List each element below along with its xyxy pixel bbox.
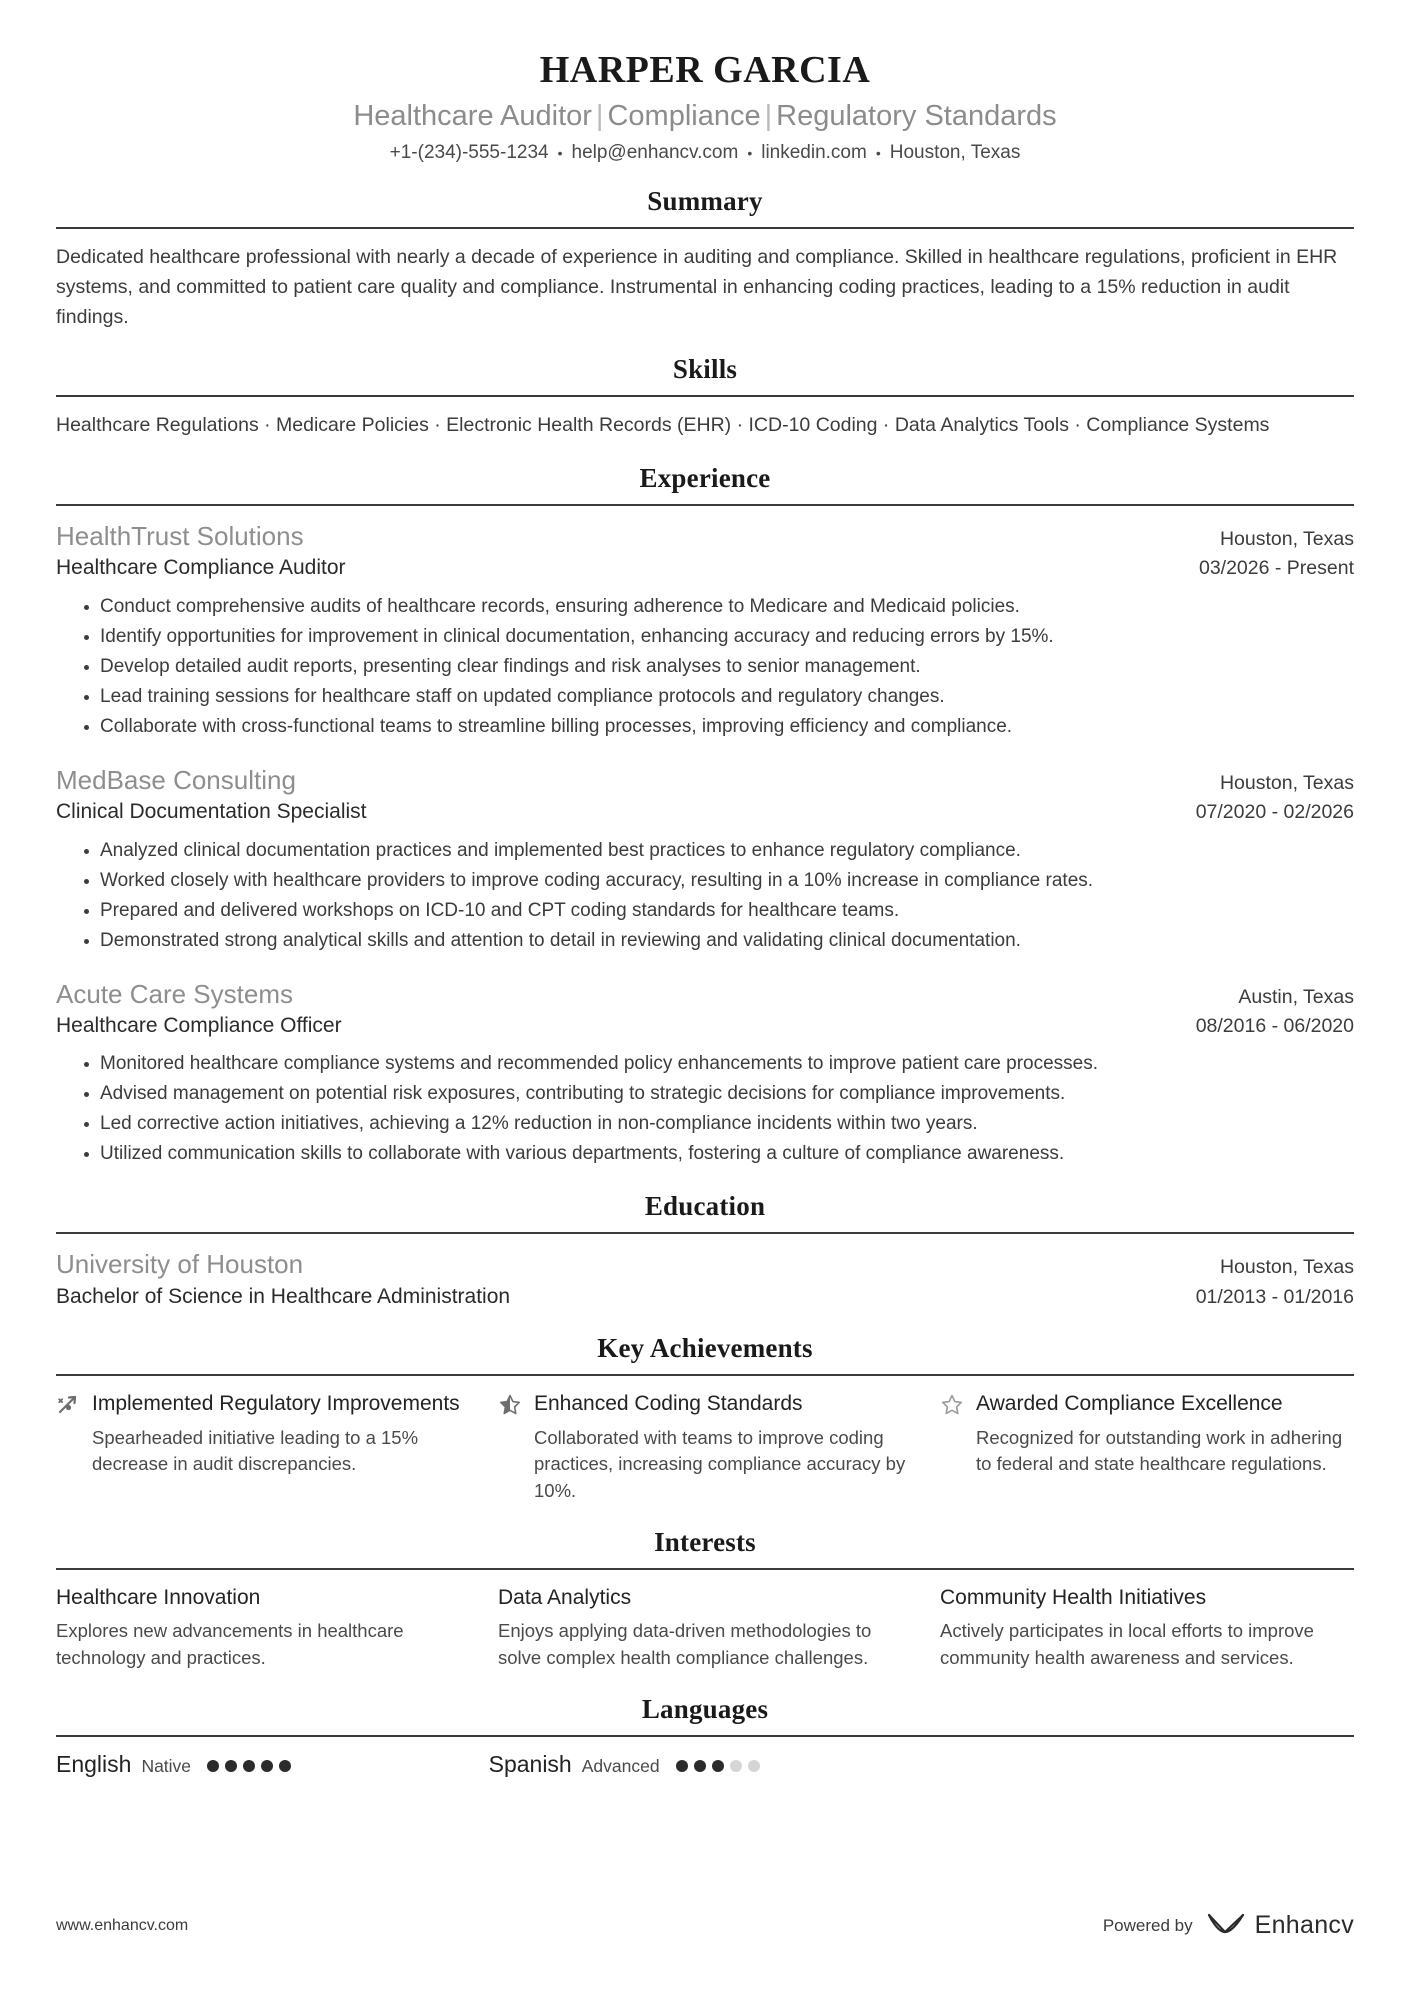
experience-dates: 08/2016 - 06/2020 xyxy=(1195,1015,1354,1038)
rating-dot-empty xyxy=(748,1760,760,1772)
language-rating-dots xyxy=(676,1760,760,1772)
language-level: Advanced xyxy=(581,1755,660,1776)
experience-entry-header xyxy=(56,764,1354,797)
experience-bullet: Identify opportunities for improvement in clinical documentation, enhancing accuracy and reducing errors by 15%. xyxy=(84,622,1354,652)
interest-item xyxy=(56,1584,470,1672)
interest-title: Data Analytics xyxy=(498,1586,632,1610)
achievement-title: Enhanced Coding Standards xyxy=(534,1392,803,1416)
education-entry-header xyxy=(56,1248,1354,1281)
rating-dot-filled xyxy=(676,1760,688,1772)
language-rating-dots xyxy=(207,1760,291,1772)
achievement-body xyxy=(534,1390,912,1505)
education-entry-subheader xyxy=(56,1281,1354,1311)
section-languages xyxy=(56,1694,1354,1778)
section-title-summary: Summary xyxy=(647,186,763,217)
experience-dates: 03/2026 - Present xyxy=(1198,557,1354,580)
section-rule-summary xyxy=(56,227,1354,229)
rating-dot-filled xyxy=(207,1760,219,1772)
section-rule-education xyxy=(56,1232,1354,1234)
section-title-key-achievements: Key Achievements xyxy=(597,1333,813,1364)
enhancv-brand xyxy=(1205,1908,1354,1943)
experience-bullet: Led corrective action initiatives, achieving a 12% reduction in non-compliance incidents within two years. xyxy=(84,1109,1354,1139)
enhancv-wordmark: Enhancv xyxy=(1254,1911,1354,1939)
powered-by-label: Powered by xyxy=(1102,1915,1193,1935)
experience-location: Houston, Texas xyxy=(1219,527,1354,550)
summary-text: Dedicated healthcare professional with nearly a decade of experience in auditing and compliance. Skilled in healthcare regulations, proficient in EHR systems, and committed to patient care quality and compliance. Instrumental in enhancing coding practices, leading to a 15% reduction in audit findings. xyxy=(56,246,1338,328)
footer-website-url[interactable]: www.enhancv.com xyxy=(56,1916,189,1934)
rating-dot-filled xyxy=(712,1760,724,1772)
experience-organization: Acute Care Systems xyxy=(56,978,293,1009)
experience-entry-subheader xyxy=(56,796,1354,826)
achievement-title: Awarded Compliance Excellence xyxy=(976,1392,1283,1416)
key-achievements-grid xyxy=(56,1390,1354,1505)
section-title-languages: Languages xyxy=(641,1693,769,1724)
section-title-experience: Experience xyxy=(639,462,771,493)
achievement-body xyxy=(976,1390,1354,1505)
interest-description: Explores new advancements in healthcare technology and practices. xyxy=(56,1620,404,1669)
education-institution: University of Houston xyxy=(56,1249,304,1280)
contact-bullet-2: • xyxy=(747,145,753,162)
experience-bullet-list xyxy=(56,836,1354,956)
experience-role: Healthcare Compliance Officer xyxy=(56,1014,342,1038)
language-level: Native xyxy=(141,1755,192,1776)
headline-separator-2: | xyxy=(764,100,773,132)
rating-dot-empty xyxy=(730,1760,742,1772)
languages-grid xyxy=(56,1751,1354,1778)
experience-bullet: Monitored healthcare compliance systems and recommended policy enhancements to improve patient care processes. xyxy=(84,1049,1354,1079)
candidate-name: HARPER GARCIA xyxy=(539,49,871,91)
experience-entry-subheader xyxy=(56,552,1354,582)
experience-organization: MedBase Consulting xyxy=(56,764,296,795)
star-half-icon xyxy=(498,1390,524,1505)
section-experience xyxy=(56,463,1354,1170)
experience-dates: 07/2020 - 02/2026 xyxy=(1195,801,1354,824)
star-outline-icon xyxy=(940,1390,966,1505)
education-dates: 01/2013 - 01/2016 xyxy=(1195,1285,1354,1308)
experience-entry xyxy=(56,764,1354,956)
experience-entry xyxy=(56,520,1354,742)
section-skills xyxy=(56,354,1354,441)
section-summary xyxy=(56,186,1354,332)
contact-linkedin[interactable]: linkedin.com xyxy=(761,142,867,164)
achievement-title: Implemented Regulatory Improvements xyxy=(92,1392,460,1416)
contact-bullet-3: • xyxy=(875,145,881,162)
candidate-headline xyxy=(56,98,1354,134)
interest-description: Enjoys applying data-driven methodologies to solve complex health compliance challenges. xyxy=(498,1620,872,1669)
achievement-item xyxy=(940,1390,1354,1505)
section-title-education: Education xyxy=(644,1191,766,1222)
experience-entry-header xyxy=(56,520,1354,553)
achievement-item xyxy=(498,1390,912,1505)
headline-part-2: Compliance xyxy=(607,100,761,132)
section-title-skills: Skills xyxy=(672,354,738,385)
experience-bullet: Analyzed clinical documentation practices and implemented best practices to enhance regulatory compliance. xyxy=(84,836,1354,866)
rating-dot-filled xyxy=(694,1760,706,1772)
experience-entry-header xyxy=(56,978,1354,1011)
experience-bullet: Prepared and delivered workshops on ICD-10 and CPT coding standards for healthcare teams. xyxy=(84,896,1354,926)
section-rule-interests xyxy=(56,1568,1354,1570)
achievement-description: Spearheaded initiative leading to a 15% decrease in audit discrepancies. xyxy=(92,1426,419,1475)
section-education xyxy=(56,1191,1354,1311)
rating-dot-filled xyxy=(225,1760,237,1772)
contact-phone: +1-(234)-555-1234 xyxy=(389,142,549,164)
experience-bullet: Demonstrated strong analytical skills and attention to detail in reviewing and validating clinical documentation. xyxy=(84,926,1354,956)
language-item xyxy=(56,1751,489,1778)
headline-part-3: Regulatory Standards xyxy=(776,100,1057,132)
achievement-description: Collaborated with teams to improve coding practices, increasing compliance accuracy by 10%. xyxy=(534,1426,906,1502)
strategy-arrow-icon xyxy=(56,1390,82,1505)
experience-location: Austin, Texas xyxy=(1238,985,1354,1008)
language-name: English xyxy=(56,1750,132,1777)
language-item xyxy=(489,1751,922,1778)
experience-bullet: Conduct comprehensive audits of healthcare records, ensuring adherence to Medicare and Medicaid policies. xyxy=(84,592,1354,622)
interests-grid xyxy=(56,1584,1354,1672)
achievement-item xyxy=(56,1390,470,1505)
enhancv-logo-icon xyxy=(1205,1908,1247,1943)
experience-role: Healthcare Compliance Auditor xyxy=(56,556,346,580)
experience-entry xyxy=(56,978,1354,1170)
interest-title: Healthcare Innovation xyxy=(56,1586,261,1610)
education-location: Houston, Texas xyxy=(1219,1256,1354,1279)
experience-bullet-list xyxy=(56,592,1354,742)
headline-part-1: Healthcare Auditor xyxy=(353,100,592,132)
headline-separator-1: | xyxy=(595,100,604,132)
achievement-body xyxy=(92,1390,470,1505)
language-name: Spanish xyxy=(488,1750,572,1777)
interest-item xyxy=(498,1584,912,1672)
experience-bullet: Develop detailed audit reports, presenting clear findings and risk analyses to senior management. xyxy=(84,652,1354,682)
resume-header xyxy=(56,48,1354,164)
experience-location: Houston, Texas xyxy=(1219,771,1354,794)
rating-dot-filled xyxy=(261,1760,273,1772)
section-rule-key-achievements xyxy=(56,1374,1354,1376)
section-rule-skills xyxy=(56,395,1354,397)
section-interests xyxy=(56,1527,1354,1672)
section-title-interests: Interests xyxy=(654,1527,756,1558)
contact-line xyxy=(56,142,1354,164)
contact-location: Houston, Texas xyxy=(889,142,1021,164)
section-key-achievements xyxy=(56,1333,1354,1505)
contact-bullet-1: • xyxy=(557,145,563,162)
experience-bullet: Collaborate with cross-functional teams to streamline billing processes, improving efficiency and compliance. xyxy=(84,712,1354,742)
footer-branding xyxy=(1103,1908,1354,1943)
experience-bullet: Lead training sessions for healthcare staff on updated compliance protocols and regulatory changes. xyxy=(84,682,1354,712)
rating-dot-filled xyxy=(279,1760,291,1772)
experience-role: Clinical Documentation Specialist xyxy=(56,800,367,824)
experience-bullet: Advised management on potential risk exposures, contributing to strategic decisions for compliance improvements. xyxy=(84,1079,1354,1109)
experience-bullet-list xyxy=(56,1049,1354,1169)
interest-description: Actively participates in local efforts to improve community health awareness and services. xyxy=(940,1620,1314,1669)
page-footer xyxy=(56,1908,1354,1943)
skills-list: Healthcare Regulations · Medicare Policies · Electronic Health Records (EHR) · ICD-10 Coding · Data Analytics Tools · Compliance Systems xyxy=(56,414,1270,437)
interest-title: Community Health Initiatives xyxy=(940,1586,1207,1610)
experience-bullet: Utilized communication skills to collaborate with various departments, fostering a culture of compliance awareness. xyxy=(84,1139,1354,1169)
education-degree: Bachelor of Science in Healthcare Administration xyxy=(56,1284,511,1308)
achievement-description: Recognized for outstanding work in adhering to federal and state healthcare regulations. xyxy=(976,1426,1343,1475)
experience-entry-subheader xyxy=(56,1010,1354,1040)
education-entry xyxy=(56,1248,1354,1311)
interest-item xyxy=(940,1584,1354,1672)
experience-organization: HealthTrust Solutions xyxy=(56,520,304,551)
rating-dot-filled xyxy=(243,1760,255,1772)
experience-bullet: Worked closely with healthcare providers to improve coding accuracy, resulting in a 10% increase in compliance rates. xyxy=(84,866,1354,896)
section-rule-languages xyxy=(56,1735,1354,1737)
contact-email[interactable]: help@enhancv.com xyxy=(571,142,739,164)
language-item-empty xyxy=(921,1751,1354,1778)
section-rule-experience xyxy=(56,504,1354,506)
